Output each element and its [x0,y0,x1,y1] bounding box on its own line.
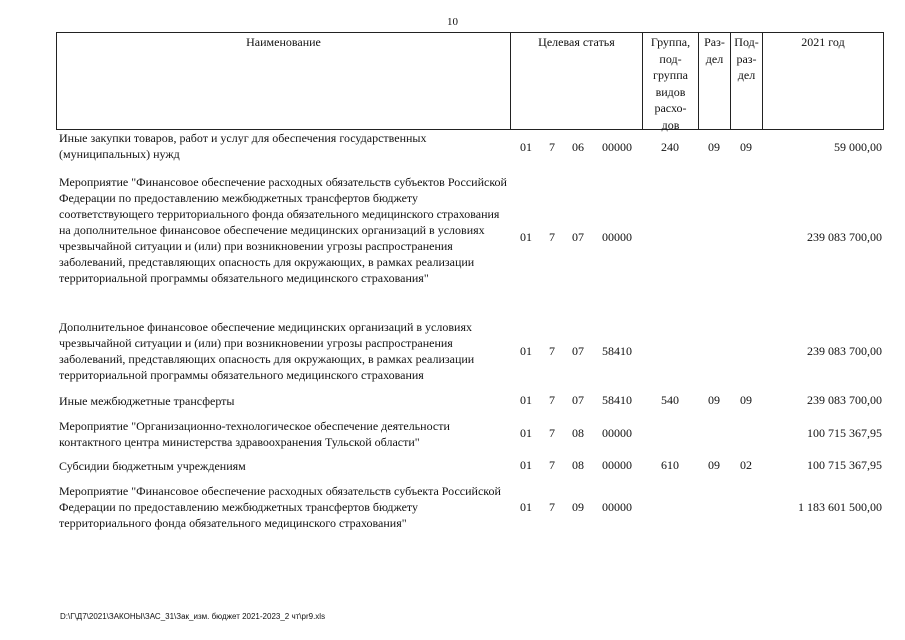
row-direction: 00000 [602,500,632,514]
row-subsection: 09 [740,140,752,154]
row-program: 01 [520,344,532,358]
row-subprogram: 7 [549,230,555,244]
header-group-line: дов [661,117,680,132]
header-group-line: видов [655,84,686,99]
table-row [56,483,884,533]
row-program: 01 [520,230,532,244]
table-row [56,130,884,166]
header-group-line: Группа, [650,35,691,49]
header-subsection-line: дел [737,68,756,82]
row-measure: 08 [572,458,584,472]
page-number: 10 [447,16,458,28]
row-name: Дополнительное финансовое обеспечение медицинских организаций в условиях чрезвычайной ситуации и (или) при возникновении угрозы распространения заболеваний, представляющих опасность для окружающих, в рамках реализации территориальной программы обязательного медицинского страхования [59,320,475,382]
row-program: 01 [520,500,532,514]
row-program: 01 [520,393,532,407]
row-direction: 00000 [602,140,632,154]
header-group-line: расхо- [654,101,687,115]
row-section: 09 [708,458,720,472]
row-group: 540 [661,393,679,407]
row-amount: 239 083 700,00 [807,230,882,244]
row-name: Мероприятие "Финансовое обеспечение расходных обязательств субъектов Российской Федерации по предоставлению межбюджетных трансфертов бюджету соответствующего территориального фонда обязательного медицинского страхования на дополнительное финансовое обеспечение медицинских организаций в условиях чрезвычайной ситуации и (или) при возникновении угрозы распространения заболеваний, представляющих опасность для окружающих, в рамках реализации территориальной программы обязательного медицинского страхования" [59,175,507,285]
table-row [56,319,884,385]
table-row [56,418,884,452]
header-group-line: группа [653,68,688,82]
header-subsection [731,33,763,129]
row-subsection: 09 [740,393,752,407]
row-section: 09 [708,393,720,407]
row-direction: 00000 [602,458,632,472]
row-measure: 07 [572,393,584,407]
header-year: 2021 год [801,35,845,49]
row-name: Иные межбюджетные трансферты [59,394,235,408]
table-row [56,393,884,411]
row-amount: 59 000,00 [834,140,882,154]
table-row [56,174,884,308]
row-subprogram: 7 [549,458,555,472]
row-amount: 1 183 601 500,00 [798,500,882,514]
header-name: Наименование [57,33,511,129]
row-measure: 07 [572,230,584,244]
row-subprogram: 7 [549,393,555,407]
header-target-article: Целевая статья [511,33,643,129]
row-group: 240 [661,140,679,154]
table-header [56,32,884,130]
row-measure: 06 [572,140,584,154]
header-subsection-line: раз- [736,51,757,66]
row-name: Мероприятие "Организационно-технологическое обеспечение деятельности контактного центра министерства здравоохранения Тульской области" [59,419,450,449]
header-section-line: Раз- [704,35,725,49]
row-measure: 08 [572,426,584,440]
row-program: 01 [520,426,532,440]
row-name: Мероприятие "Финансовое обеспечение расходных обязательств субъекта Российской Федерации по предоставлению межбюджетных трансфертов бюджету территориального фонда обязательного медицинского страхования" [59,484,501,530]
row-subprogram: 7 [549,500,555,514]
row-program: 01 [520,458,532,472]
row-subprogram: 7 [549,140,555,154]
row-amount: 239 083 700,00 [807,344,882,358]
row-amount: 239 083 700,00 [807,393,882,407]
row-direction: 58410 [602,393,632,407]
header-subsection-line: Под- [734,35,759,49]
table-row [56,458,884,476]
row-subprogram: 7 [549,344,555,358]
row-measure: 09 [572,500,584,514]
row-direction: 00000 [602,426,632,440]
row-amount: 100 715 367,95 [807,426,882,440]
row-direction: 00000 [602,230,632,244]
header-expense-group [643,33,699,132]
row-direction: 58410 [602,344,632,358]
row-name: Субсидии бюджетным учреждениям [59,459,246,473]
header-section-line: дел [705,51,724,66]
row-subsection: 02 [740,458,752,472]
row-amount: 100 715 367,95 [807,458,882,472]
header-section [699,33,731,129]
row-name: Иные закупки товаров, работ и услуг для обеспечения государственных (муниципальных) нужд [59,131,427,161]
row-subprogram: 7 [549,426,555,440]
row-section: 09 [708,140,720,154]
header-group-line: под- [659,51,682,66]
row-measure: 07 [572,344,584,358]
row-group: 610 [661,458,679,472]
footer-file-path: D:\Г\Д7\2021\ЗАКОНЫ\ЗАС_31\Зак_изм. бюджет 2021-2023_2 чт\pr9.xls [60,612,326,621]
row-program: 01 [520,140,532,154]
